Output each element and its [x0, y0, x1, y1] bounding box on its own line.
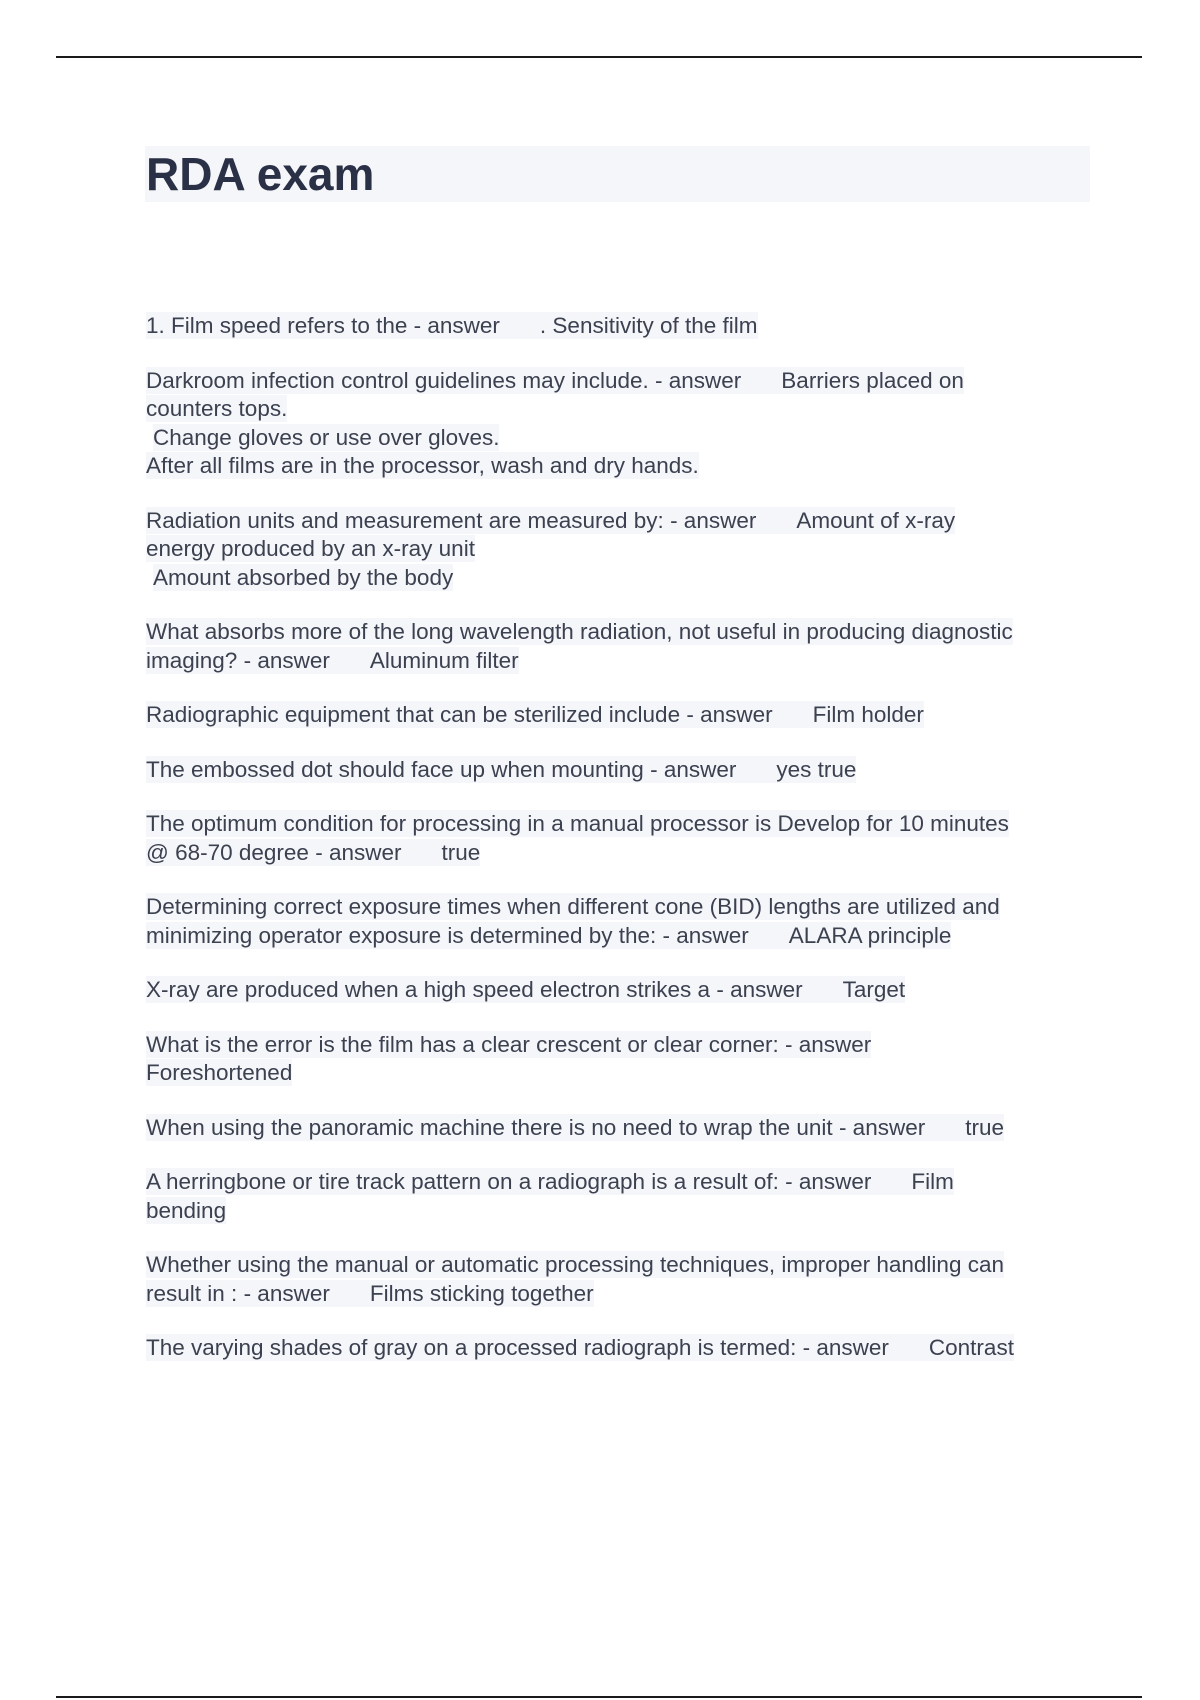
question-text: minimizing operator exposure is determined by the:: [146, 922, 657, 948]
question-text: When using the panoramic machine there is no need to wrap the unit: [146, 1114, 833, 1140]
question-text: The optimum condition for processing in a manual processor is Develop for 10 minutes: [146, 811, 1009, 836]
question-text: What is the error is the film has a clear crescent or clear corner:: [146, 1031, 779, 1057]
answer-text: true: [441, 839, 481, 865]
question-text: A herringbone or tire track pattern on a radiograph is a result of:: [146, 1169, 779, 1194]
answer-text: Amount absorbed by the body: [153, 564, 454, 590]
answer-separator: - answer: [243, 1280, 330, 1306]
question-text: What absorbs more of the long wavelength radiation, not useful in producing diagnostic: [146, 619, 1013, 644]
qa-item-12: [146, 1168, 1096, 1225]
qa-item-6: [146, 756, 1096, 785]
question-text: 1. Film speed refers to the: [146, 313, 408, 338]
question-text: Determining correct exposure times when different cone (BID) lengths are utilized and: [146, 894, 1000, 919]
top-divider: [56, 56, 1142, 58]
qa-item-11: [146, 1114, 1096, 1143]
answer-text: true: [965, 1114, 1004, 1140]
answer-separator: - answer: [413, 313, 500, 338]
question-text: Radiographic equipment that can be sterilized include: [146, 702, 681, 727]
answer-text: Film holder: [812, 702, 924, 727]
answer-text: Change gloves or use over gloves.: [153, 424, 500, 450]
qa-item-14: [146, 1334, 1096, 1363]
question-text: result in :: [146, 1280, 238, 1306]
answer-separator: - answer: [662, 922, 749, 948]
answer-text: . Sensitivity of the film: [539, 313, 758, 338]
answer-text: Aluminum filter: [369, 647, 519, 673]
answer-separator: - answer: [802, 1335, 889, 1360]
answer-separator: - answer: [716, 977, 803, 1002]
answer-separator: - answer: [686, 702, 773, 727]
question-text: Whether using the manual or automatic processing techniques, improper handling can: [146, 1252, 1004, 1277]
answer-separator: - answer: [785, 1031, 872, 1057]
qa-item-8: [146, 893, 1096, 950]
qa-item-9: [146, 976, 1096, 1005]
question-text: @ 68-70 degree: [146, 839, 309, 865]
qa-item-2: [146, 367, 1096, 481]
question-text: The embossed dot should face up when mounting: [146, 756, 644, 782]
answer-text: Target: [842, 977, 906, 1002]
qa-item-13: [146, 1251, 1096, 1308]
answer-text: yes true: [776, 756, 857, 782]
answer-text: Amount of x-ray: [796, 507, 956, 533]
answer-text: ALARA principle: [788, 922, 952, 948]
qa-item-10: [146, 1031, 1096, 1088]
answer-separator: - answer: [650, 756, 737, 782]
question-list: [146, 312, 1096, 1389]
qa-item-3: [146, 507, 1096, 593]
answer-separator: - answer: [670, 507, 757, 533]
question-text: The varying shades of gray on a processed radiograph is termed:: [146, 1335, 797, 1360]
page-title: RDA exam: [146, 148, 375, 200]
answer-text: Contrast: [928, 1335, 1014, 1360]
answer-text: energy produced by an x-ray unit: [146, 536, 475, 561]
answer-text: Foreshortened: [146, 1060, 293, 1085]
answer-text: counters tops.: [146, 396, 288, 421]
answer-separator: - answer: [655, 367, 742, 393]
question-text: X-ray are produced when a high speed electron strikes a: [146, 977, 711, 1002]
answer-separator: - answer: [315, 839, 402, 865]
answer-text: Films sticking together: [369, 1280, 594, 1306]
qa-item-1: [146, 312, 1096, 341]
answer-separator: - answer: [838, 1114, 926, 1140]
qa-item-5: [146, 701, 1096, 730]
bottom-divider: [56, 1696, 1142, 1698]
question-text: Radiation units and measurement are measured by:: [146, 507, 664, 533]
question-text: Darkroom infection control guidelines may include.: [146, 367, 649, 393]
answer-text: Barriers placed on: [781, 367, 964, 393]
answer-text: After all films are in the processor, wash and dry hands.: [146, 453, 699, 478]
answer-text: Film: [911, 1169, 954, 1194]
answer-separator: - answer: [243, 647, 330, 673]
qa-item-7: [146, 810, 1096, 867]
question-text: imaging?: [146, 647, 238, 673]
answer-text: bending: [146, 1197, 227, 1223]
qa-item-4: [146, 618, 1096, 675]
answer-separator: - answer: [785, 1169, 872, 1194]
